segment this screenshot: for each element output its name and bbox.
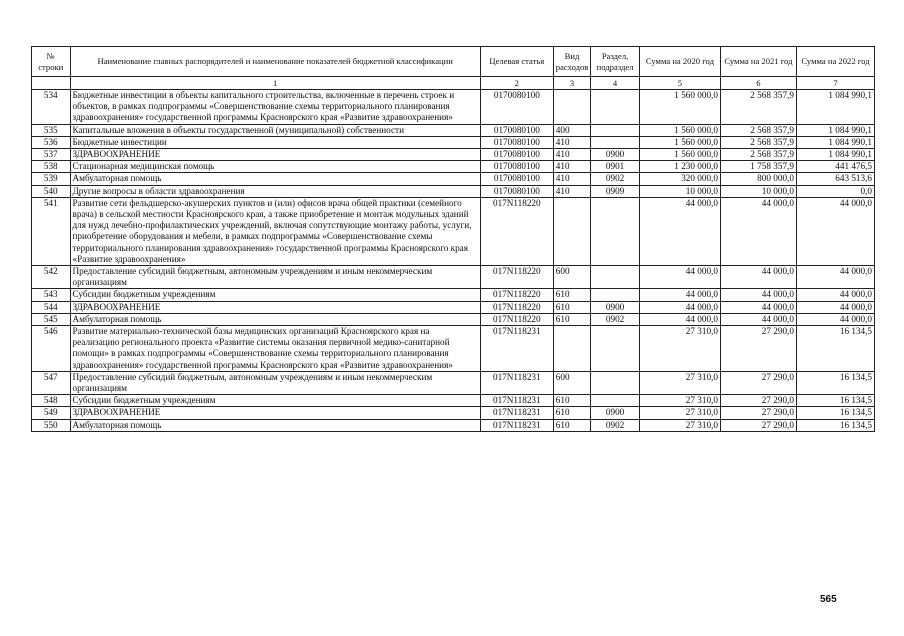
sum-2022-cell: 1 084 990,1 xyxy=(796,124,874,136)
header-expense-type: Вид расходов xyxy=(553,47,590,77)
sum-2020-cell: 44 000,0 xyxy=(639,266,720,289)
header-sum-2020: Сумма на 2020 год xyxy=(639,47,720,77)
sum-2021-cell: 27 290,0 xyxy=(720,407,796,419)
section-cell: 0900 xyxy=(591,301,640,313)
target-article-cell: 017N118231 xyxy=(480,395,553,407)
sum-2022-cell: 1 084 990,1 xyxy=(796,90,874,125)
section-cell xyxy=(591,371,640,394)
target-article-cell: 017N118231 xyxy=(480,326,553,372)
sum-2021-cell: 44 000,0 xyxy=(720,197,796,265)
target-article-cell: 0170080100 xyxy=(480,161,553,173)
target-article-cell: 0170080100 xyxy=(480,136,553,148)
target-article-cell: 017N118220 xyxy=(480,313,553,325)
header-sum-2021: Сумма на 2021 год xyxy=(720,47,796,77)
table-row xyxy=(32,197,875,265)
name-cell: ЗДРАВООХРАНЕНИЕ xyxy=(70,149,480,161)
target-article-cell: 0170080100 xyxy=(480,124,553,136)
target-article-cell: 017N118231 xyxy=(480,419,553,431)
table-row xyxy=(32,185,875,197)
section-cell xyxy=(591,395,640,407)
target-article-cell: 0170080100 xyxy=(480,149,553,161)
row-number-cell: 535 xyxy=(32,124,71,136)
expense-type-cell: 610 xyxy=(553,313,590,325)
sum-2021-cell: 2 568 357,9 xyxy=(720,90,796,125)
sum-2021-cell: 10 000,0 xyxy=(720,185,796,197)
sum-2022-cell: 44 000,0 xyxy=(796,301,874,313)
table-row xyxy=(32,173,875,185)
sum-2020-cell: 27 310,0 xyxy=(639,371,720,394)
target-article-cell: 017N118220 xyxy=(480,266,553,289)
name-cell: Субсидии бюджетным учреждениям xyxy=(70,395,480,407)
expense-type-cell: 410 xyxy=(553,136,590,148)
row-number-cell: 540 xyxy=(32,185,71,197)
header-row-number: № строки xyxy=(32,47,71,77)
sum-2021-cell: 27 290,0 xyxy=(720,395,796,407)
section-cell: 0902 xyxy=(591,313,640,325)
row-number-cell: 537 xyxy=(32,149,71,161)
name-cell: Бюджетные инвестиции xyxy=(70,136,480,148)
expense-type-cell xyxy=(553,90,590,125)
table-row xyxy=(32,90,875,125)
page-number: 565 xyxy=(820,594,837,605)
header-row xyxy=(32,47,875,77)
name-cell: Амбулаторная помощь xyxy=(70,173,480,185)
name-cell: Капитальные вложения в объекты государственной (муниципальной) собственности xyxy=(70,124,480,136)
sum-2020-cell: 44 000,0 xyxy=(639,197,720,265)
sum-2021-cell: 44 000,0 xyxy=(720,313,796,325)
sum-2020-cell: 1 560 000,0 xyxy=(639,136,720,148)
sum-2022-cell: 16 134,5 xyxy=(796,326,874,372)
target-article-cell: 017N118220 xyxy=(480,301,553,313)
expense-type-cell: 600 xyxy=(553,266,590,289)
target-article-cell: 017N118231 xyxy=(480,371,553,394)
header-name: Наименование главных распорядителей и наименование показателей бюджетной классификации xyxy=(70,47,480,77)
column-number: 2 xyxy=(480,77,553,90)
section-cell: 0901 xyxy=(591,161,640,173)
section-cell xyxy=(591,124,640,136)
row-number-cell: 538 xyxy=(32,161,71,173)
table-row xyxy=(32,313,875,325)
target-article-cell: 0170080100 xyxy=(480,185,553,197)
column-number: 7 xyxy=(796,77,874,90)
column-number: 4 xyxy=(591,77,640,90)
sum-2020-cell: 27 310,0 xyxy=(639,326,720,372)
row-number-cell: 541 xyxy=(32,197,71,265)
sum-2021-cell: 2 568 357,9 xyxy=(720,149,796,161)
sum-2020-cell: 1 560 000,0 xyxy=(639,90,720,125)
name-cell: Стационарная медицинская помощь xyxy=(70,161,480,173)
expense-type-cell: 610 xyxy=(553,395,590,407)
table-row xyxy=(32,371,875,394)
sum-2020-cell: 320 000,0 xyxy=(639,173,720,185)
name-cell: ЗДРАВООХРАНЕНИЕ xyxy=(70,407,480,419)
sum-2020-cell: 1 230 000,0 xyxy=(639,161,720,173)
row-number-cell: 549 xyxy=(32,407,71,419)
expense-type-cell: 600 xyxy=(553,371,590,394)
sum-2020-cell: 44 000,0 xyxy=(639,301,720,313)
sum-2020-cell: 27 310,0 xyxy=(639,395,720,407)
sum-2020-cell: 44 000,0 xyxy=(639,313,720,325)
sum-2020-cell: 1 560 000,0 xyxy=(639,149,720,161)
budget-table xyxy=(31,46,875,432)
row-number-cell: 546 xyxy=(32,326,71,372)
sum-2020-cell: 27 310,0 xyxy=(639,407,720,419)
sum-2022-cell: 44 000,0 xyxy=(796,289,874,301)
target-article-cell: 017N118220 xyxy=(480,289,553,301)
expense-type-cell: 410 xyxy=(553,185,590,197)
expense-type-cell: 410 xyxy=(553,161,590,173)
table-row xyxy=(32,124,875,136)
section-cell xyxy=(591,136,640,148)
sum-2021-cell: 44 000,0 xyxy=(720,266,796,289)
row-number-cell: 539 xyxy=(32,173,71,185)
sum-2022-cell: 16 134,5 xyxy=(796,407,874,419)
sum-2020-cell: 44 000,0 xyxy=(639,289,720,301)
table-row xyxy=(32,301,875,313)
sum-2022-cell: 44 000,0 xyxy=(796,197,874,265)
sum-2022-cell: 44 000,0 xyxy=(796,266,874,289)
expense-type-cell: 410 xyxy=(553,173,590,185)
row-number-cell: 534 xyxy=(32,90,71,125)
section-cell xyxy=(591,326,640,372)
target-article-cell: 017N118220 xyxy=(480,197,553,265)
expense-type-cell: 610 xyxy=(553,289,590,301)
header-target-article: Целевая статья xyxy=(480,47,553,77)
target-article-cell: 0170080100 xyxy=(480,173,553,185)
column-number: 1 xyxy=(70,77,480,90)
sum-2022-cell: 441 476,5 xyxy=(796,161,874,173)
name-cell: Субсидии бюджетным учреждениям xyxy=(70,289,480,301)
name-cell: Развитие сети фельдшерско-акушерских пунктов и (или) офисов врача общей практики (семейного врача) в сельской местности Красноярского края, а также приобретение и монтаж модульных зданий для нужд лечебно-профилактических учреждений, включая сопутствующие монтажу работы, услуги, приобретение оборудования и мебели, в рамках подпрограммы «Совершенствование схемы территориального планирования здравоохранения» государственной программы Красноярского края «Развитие здравоохранения» xyxy=(70,197,480,265)
section-cell xyxy=(591,289,640,301)
sum-2021-cell: 2 568 357,9 xyxy=(720,124,796,136)
sum-2021-cell: 44 000,0 xyxy=(720,301,796,313)
column-number-row xyxy=(32,77,875,90)
table-row xyxy=(32,161,875,173)
name-cell: Предоставление субсидий бюджетным, автономным учреждениям и иным некоммерческим организациям xyxy=(70,371,480,394)
table-row xyxy=(32,395,875,407)
name-cell: Амбулаторная помощь xyxy=(70,313,480,325)
section-cell: 0900 xyxy=(591,407,640,419)
name-cell: Развитие материально-технической базы медицинских организаций Красноярского края на реализацию регионального проекта «Развитие системы оказания первичной медико-санитарной помощи» в рамках подпрограммы «Совершенствование схемы территориального планирования здравоохранения» государственной программы Красноярского края «Развитие здравоохранения» xyxy=(70,326,480,372)
row-number-cell: 544 xyxy=(32,301,71,313)
column-number: 5 xyxy=(639,77,720,90)
column-number: 6 xyxy=(720,77,796,90)
header-sum-2022: Сумма на 2022 год xyxy=(796,47,874,77)
row-number-cell: 550 xyxy=(32,419,71,431)
sum-2021-cell: 800 000,0 xyxy=(720,173,796,185)
table-row xyxy=(32,407,875,419)
section-cell: 0909 xyxy=(591,185,640,197)
expense-type-cell xyxy=(553,197,590,265)
column-number: 3 xyxy=(553,77,590,90)
header-section: Раздел, подраздел xyxy=(591,47,640,77)
table-body xyxy=(32,90,875,432)
row-number-cell: 536 xyxy=(32,136,71,148)
sum-2022-cell: 1 084 990,1 xyxy=(796,136,874,148)
sum-2022-cell: 16 134,5 xyxy=(796,395,874,407)
sum-2021-cell: 27 290,0 xyxy=(720,419,796,431)
sum-2021-cell: 1 758 357,9 xyxy=(720,161,796,173)
section-cell: 0902 xyxy=(591,173,640,185)
expense-type-cell: 610 xyxy=(553,407,590,419)
table-row xyxy=(32,149,875,161)
name-cell: Бюджетные инвестиции в объекты капитального строительства, включенные в перечень строек и объектов, в рамках подпрограммы «Совершенствование схемы территориального планирования здравоохранения» государственной программы Красноярского края «Развитие здравоохранения» xyxy=(70,90,480,125)
sum-2021-cell: 44 000,0 xyxy=(720,289,796,301)
section-cell xyxy=(591,266,640,289)
sum-2020-cell: 27 310,0 xyxy=(639,419,720,431)
table-row xyxy=(32,326,875,372)
sum-2022-cell: 1 084 990,1 xyxy=(796,149,874,161)
row-number-cell: 545 xyxy=(32,313,71,325)
row-number-cell: 543 xyxy=(32,289,71,301)
section-cell: 0902 xyxy=(591,419,640,431)
section-cell xyxy=(591,90,640,125)
target-article-cell: 0170080100 xyxy=(480,90,553,125)
column-number-blank xyxy=(32,77,71,90)
sum-2021-cell: 27 290,0 xyxy=(720,371,796,394)
name-cell: ЗДРАВООХРАНЕНИЕ xyxy=(70,301,480,313)
sum-2022-cell: 16 134,5 xyxy=(796,371,874,394)
name-cell: Амбулаторная помощь xyxy=(70,419,480,431)
sum-2022-cell: 643 513,6 xyxy=(796,173,874,185)
table-row xyxy=(32,419,875,431)
table-row xyxy=(32,289,875,301)
section-cell xyxy=(591,197,640,265)
row-number-cell: 548 xyxy=(32,395,71,407)
expense-type-cell: 400 xyxy=(553,124,590,136)
row-number-cell: 547 xyxy=(32,371,71,394)
sum-2022-cell: 16 134,5 xyxy=(796,419,874,431)
sum-2021-cell: 2 568 357,9 xyxy=(720,136,796,148)
expense-type-cell: 610 xyxy=(553,419,590,431)
sum-2020-cell: 1 560 000,0 xyxy=(639,124,720,136)
table-row xyxy=(32,266,875,289)
sum-2022-cell: 44 000,0 xyxy=(796,313,874,325)
expense-type-cell: 410 xyxy=(553,149,590,161)
row-number-cell: 542 xyxy=(32,266,71,289)
name-cell: Предоставление субсидий бюджетным, автономным учреждениям и иным некоммерческим организациям xyxy=(70,266,480,289)
sum-2022-cell: 0,0 xyxy=(796,185,874,197)
sum-2020-cell: 10 000,0 xyxy=(639,185,720,197)
expense-type-cell xyxy=(553,326,590,372)
table-row xyxy=(32,136,875,148)
section-cell: 0900 xyxy=(591,149,640,161)
expense-type-cell: 610 xyxy=(553,301,590,313)
target-article-cell: 017N118231 xyxy=(480,407,553,419)
name-cell: Другие вопросы в области здравоохранения xyxy=(70,185,480,197)
sum-2021-cell: 27 290,0 xyxy=(720,326,796,372)
